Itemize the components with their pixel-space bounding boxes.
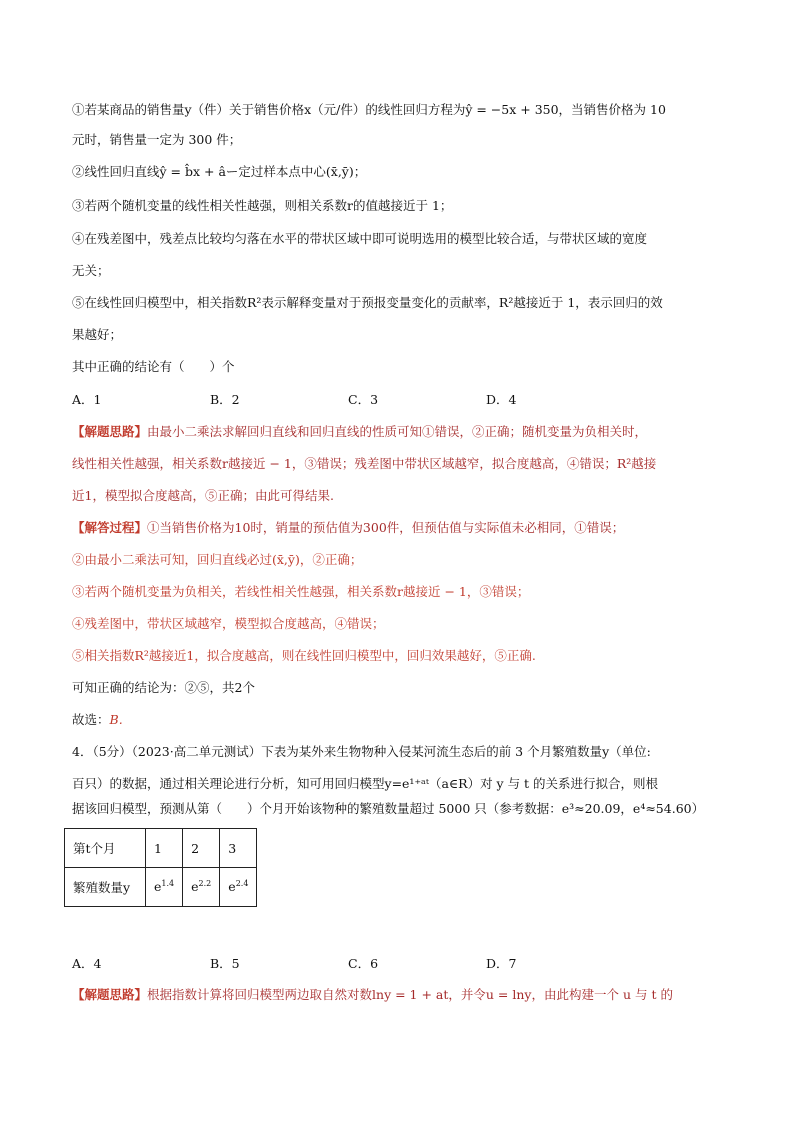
- process-line-3: ③若两个随机变量为负相关，若线性相关性越强，相关系数r越接近 − 1，③错误；: [72, 584, 530, 599]
- q4-line-2: 百只）的数据，通过相关理论进行分析，知可用回归模型y=e¹⁺ᵃᵗ（a∈R）对 y 与 t 的关系进行拟合，则根: [72, 776, 659, 791]
- table-cell: $e^{2.4}$: [220, 868, 257, 907]
- q4-analysis-label: 【解题思路】: [72, 987, 148, 1002]
- statement-4-line-1: ④在残差图中，残差点比较均匀落在水平的带状区域中即可说明选用的模型比较合适，与带状区域的宽度: [72, 231, 648, 246]
- statement-1-line-1: ①若某商品的销售量y（件）关于销售价格x（元/件）的线性回归方程为ŷ = −5x + 350，当销售价格为 10: [72, 102, 666, 117]
- q4-line-3: 据该回归模型，预测从第（ ）个月开始该物种的繁殖数量超过 5000 只（参考数据：e³≈20.09，e⁴≈54.60）: [72, 801, 705, 816]
- table-cell: 3: [220, 829, 257, 868]
- answer-value: B.: [109, 712, 123, 727]
- data-table: [64, 828, 257, 907]
- process-answer-line: [72, 711, 123, 729]
- q3-option-c: C．3: [348, 392, 379, 407]
- statement-3: ③若两个随机变量的线性相关性越强，则相关系数r的值越接近于 1；: [72, 198, 453, 213]
- table-cell: 2: [183, 829, 220, 868]
- exponent: 2.2: [198, 879, 212, 889]
- answer-prefix: 故选：: [72, 712, 110, 727]
- process-text-1: ①当销售价格为10时，销量的预估值为300件，但预估值与实际值未必相同，①错误；: [147, 520, 625, 535]
- question-3-prompt: 其中正确的结论有（ ）个: [72, 359, 235, 374]
- q3-option-a: A．1: [72, 392, 102, 407]
- q3-option-b: B．2: [210, 392, 240, 407]
- q4-analysis-line: [72, 986, 673, 1004]
- q4-line-1: 4．（5分）（2023·高二单元测试）下表为某外来生物物种入侵某河流生态后的前 3 个月繁殖数量y（单位:: [72, 744, 651, 759]
- table-cell: 1: [146, 829, 183, 868]
- analysis-line-3: 近1，模型拟合度越高，⑤正确；由此可得结果.: [72, 488, 334, 503]
- statement-5-line-2: 果越好；: [72, 327, 123, 342]
- statement-4-line-2: 无关；: [72, 263, 110, 278]
- table-row: [65, 868, 257, 907]
- table-head-month: 第t个月: [65, 829, 146, 868]
- q3-options: [72, 390, 624, 408]
- table-cell: $e^{2.2}$: [183, 868, 220, 907]
- process-line-5: ⑤相关指数R²越接近1，拟合度越高，则在线性回归模型中，回归效果越好，⑤正确.: [72, 648, 536, 663]
- process-line-1: [72, 519, 624, 537]
- q4-option-a: A．4: [72, 956, 102, 971]
- exponent: 2.4: [235, 879, 249, 889]
- process-line-2: ②由最小二乘法可知，回归直线必过(x̄,ȳ)，②正确；: [72, 552, 363, 567]
- table-head-count: 繁殖数量y: [65, 868, 146, 907]
- q4-option-d: D．7: [486, 956, 517, 971]
- statement-1-line-2: 元时，销售量一定为 300 件；: [72, 132, 242, 147]
- statement-5-line-1: ⑤在线性回归模型中，相关指数R²表示解释变量对于预报变量变化的贡献率，R²越接近于 1，表示回归的效: [72, 295, 663, 310]
- table-cell: $e^{1.4}$: [146, 868, 183, 907]
- q4-option-b: B．5: [210, 956, 240, 971]
- process-line-4: ④残差图中，带状区域越窄，模型拟合度越高，④错误；: [72, 616, 385, 631]
- q4-options: [72, 954, 624, 972]
- process-label: 【解答过程】: [72, 520, 148, 535]
- analysis-text-1: 由最小二乘法求解回归直线和回归直线的性质可知①错误，②正确；随机变量为负相关时，: [147, 424, 648, 439]
- q3-option-d: D．4: [486, 392, 517, 407]
- q4-analysis-text: 根据指数计算将回归模型两边取自然对数lny = 1 + at，并令u = lny，由此构建一个 u 与 t 的: [147, 987, 673, 1002]
- process-conclusion: 可知正确的结论为：②⑤，共2个: [72, 680, 255, 695]
- analysis-line-1: [72, 423, 647, 441]
- exponent: 1.4: [161, 879, 175, 889]
- table-row: [65, 829, 257, 868]
- statement-2: ②线性回归直线ŷ = b̂x + âー定过样本点中心(x̄,ȳ)；: [72, 164, 367, 179]
- analysis-label: 【解题思路】: [72, 424, 148, 439]
- q4-option-c: C．6: [348, 956, 379, 971]
- analysis-line-2: 线性相关性越强，相关系数r越接近 − 1，③错误；残差图中带状区域越窄，拟合度越高，④错误；R²越接: [72, 456, 657, 471]
